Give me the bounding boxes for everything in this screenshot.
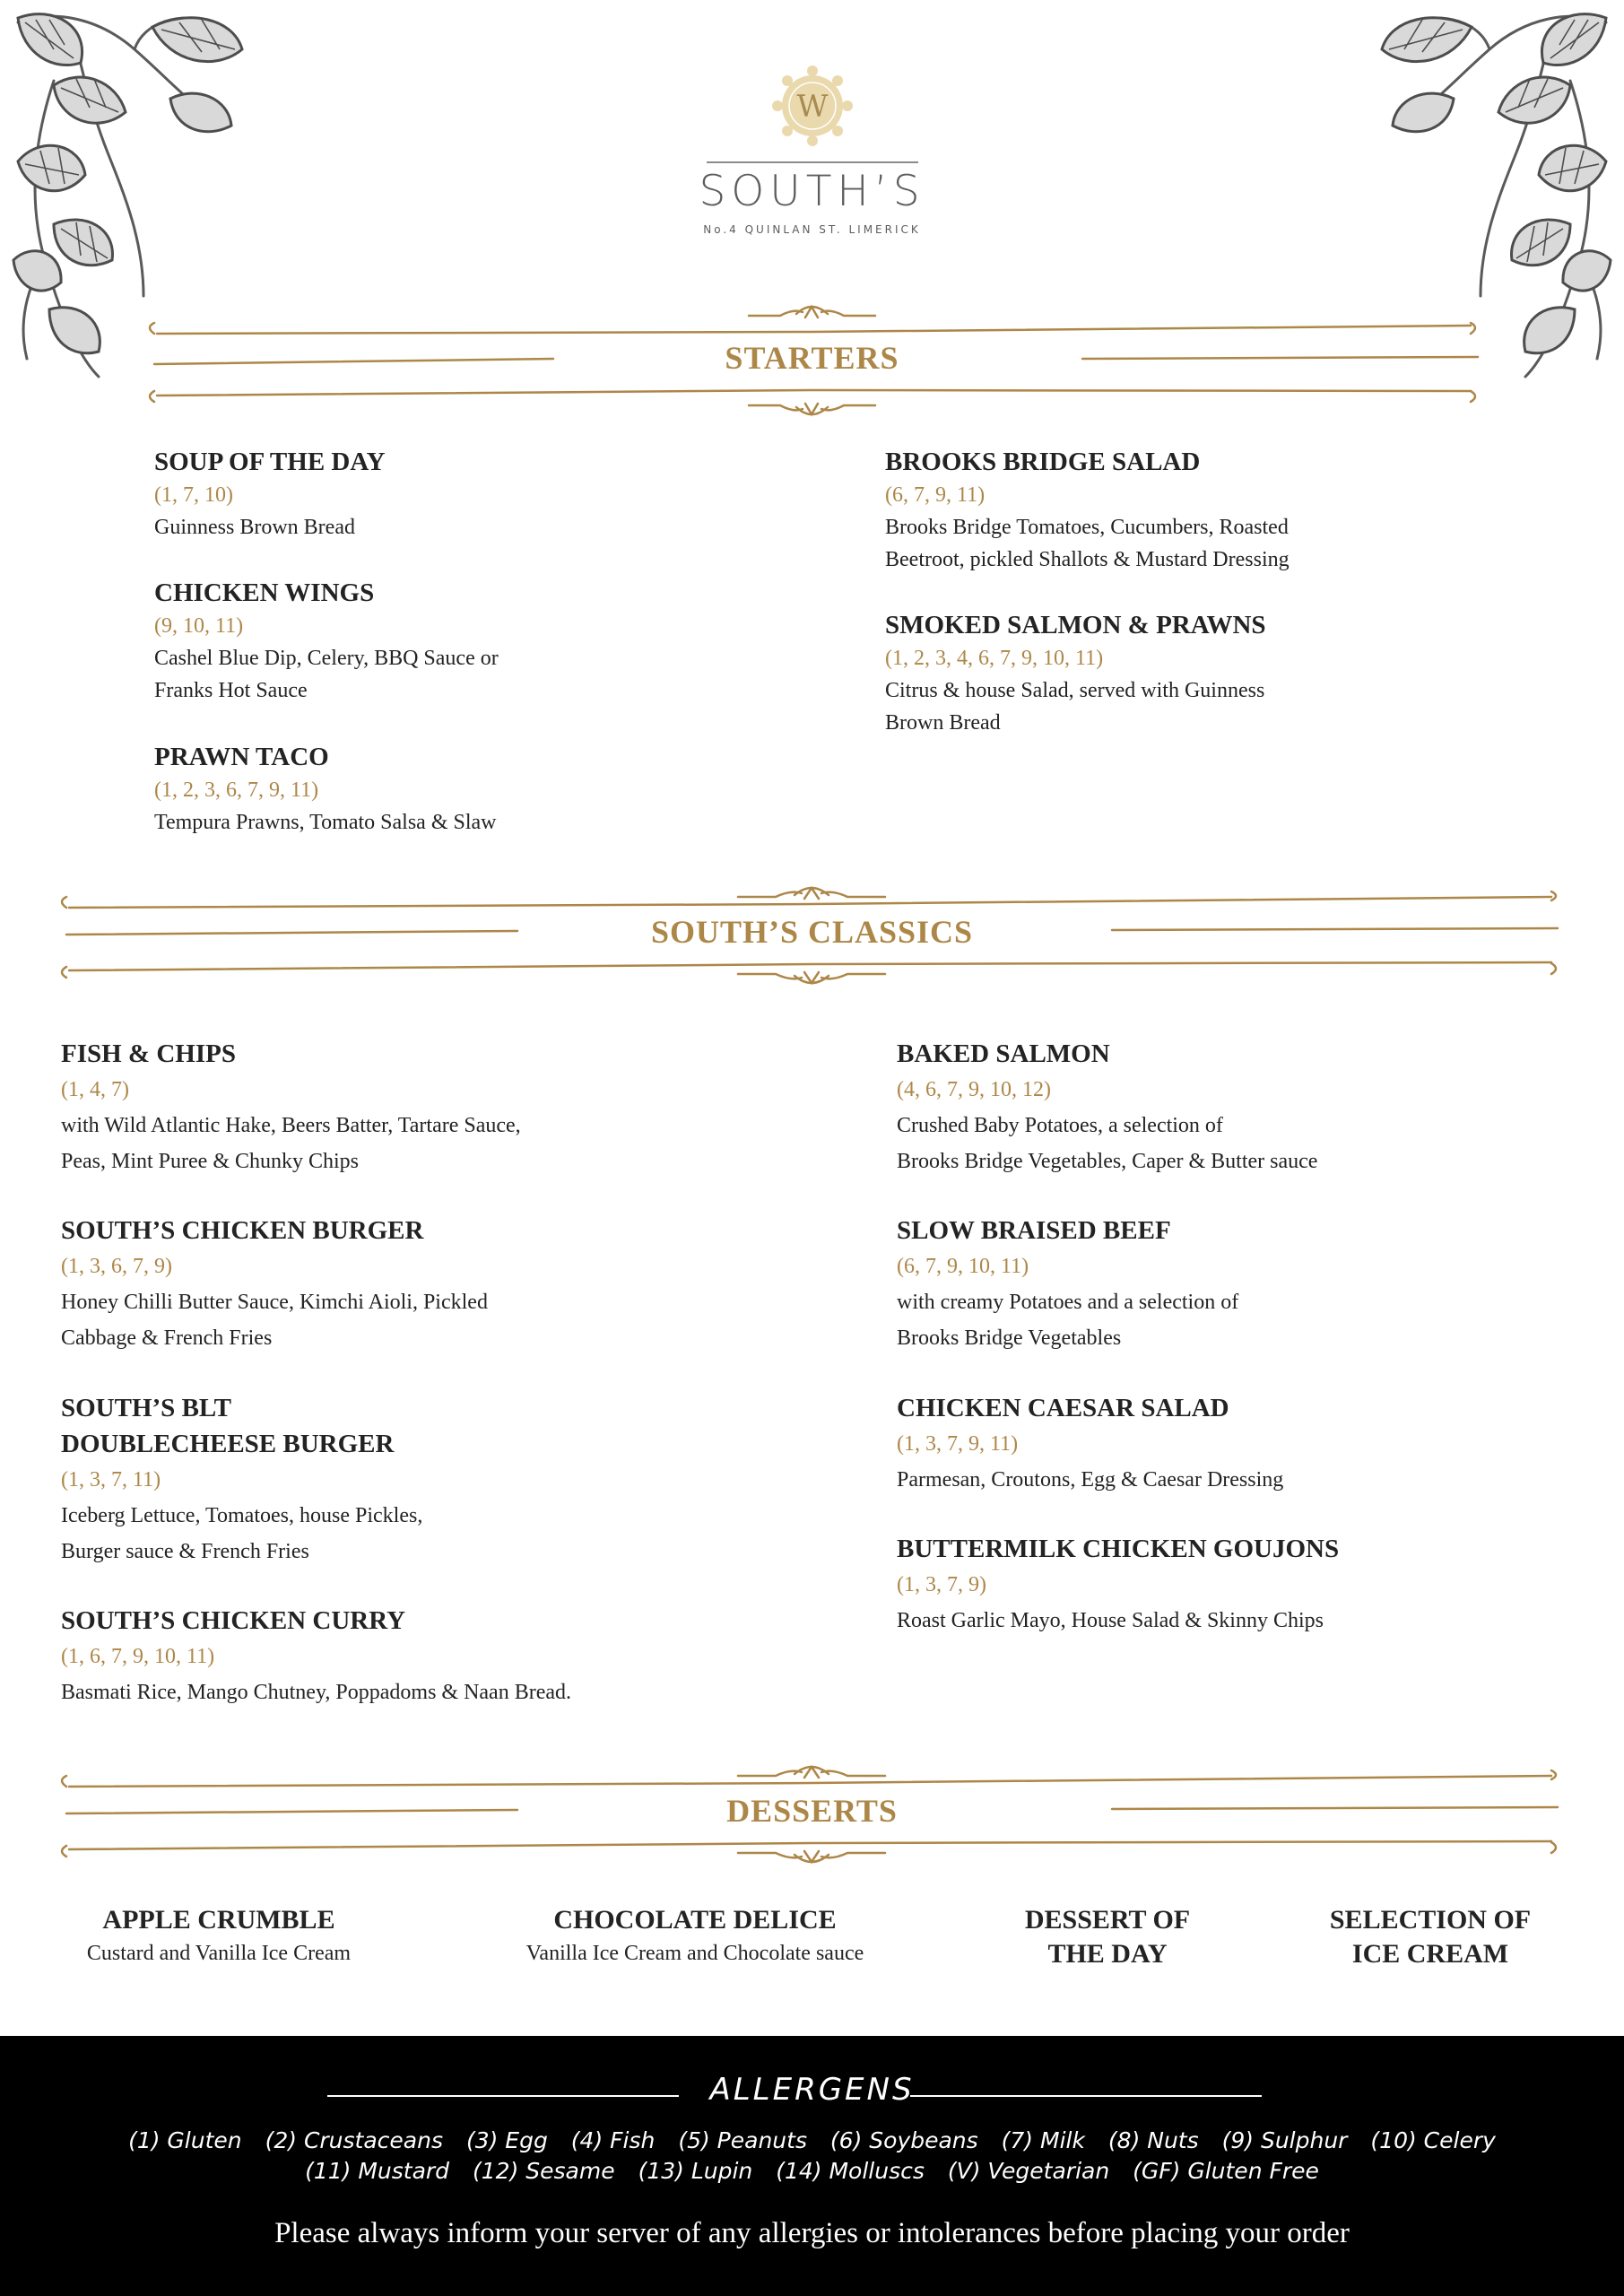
item-description: Brown Bread — [885, 711, 1001, 735]
allergen-list — [54, 2126, 1570, 2187]
menu-item — [885, 445, 1513, 576]
dessert-item — [973, 1903, 1242, 1971]
item-description: Crushed Baby Potatoes, a selection of — [897, 1114, 1223, 1137]
menu-item — [61, 1390, 689, 1570]
allergen-entry: (V) Vegetarian — [947, 2158, 1110, 2184]
menu-item — [61, 1036, 689, 1179]
item-description: Beetroot, pickled Shallots & Mustard Dressing — [885, 548, 1290, 571]
item-name: DOUBLECHEESE BURGER — [61, 1430, 395, 1458]
menu-item — [154, 445, 728, 544]
logo-medallion-icon — [768, 61, 857, 151]
item-allergens: (1, 3, 7, 9, 11) — [897, 1432, 1019, 1456]
dessert-name: ICE CREAM — [1351, 1939, 1509, 1969]
item-allergens: (1, 3, 7, 11) — [61, 1468, 161, 1492]
allergen-entry: (3) Egg — [465, 2127, 548, 2153]
item-allergens: (1, 3, 6, 7, 9) — [61, 1255, 172, 1278]
allergen-entry: (13) Lupin — [638, 2158, 753, 2184]
menu-item — [885, 608, 1513, 739]
logo-rule — [707, 161, 918, 163]
allergy-notice: Please always inform your server of any allergies or intolerances before placing your order — [274, 2217, 1350, 2249]
allergen-entry: (7) Milk — [1001, 2127, 1085, 2153]
item-description: with Wild Atlantic Hake, Beers Batter, Tartare Sauce, — [61, 1114, 521, 1137]
item-name: SOUTH’S CHICKEN CURRY — [61, 1606, 406, 1635]
logo-monogram: W — [796, 89, 828, 125]
menu-item — [897, 1390, 1578, 1498]
dessert-description: Custard and Vanilla Ice Cream — [86, 1942, 352, 1965]
item-name: FISH & CHIPS — [61, 1039, 236, 1068]
allergen-entry: (1) Gluten — [128, 2127, 242, 2153]
item-description: Roast Garlic Mayo, House Salad & Skinny Chips — [897, 1609, 1324, 1632]
dessert-name: THE DAY — [1047, 1939, 1168, 1969]
dessert-item — [39, 1903, 398, 1970]
classics-title: SOUTH’S CLASSICS — [650, 914, 974, 950]
dessert-name: DESSERT OF — [1024, 1905, 1191, 1935]
menu-item — [61, 1213, 689, 1356]
item-name: SOUTH’S CHICKEN BURGER — [61, 1216, 424, 1245]
item-description: Brooks Bridge Tomatoes, Cucumbers, Roasted — [885, 516, 1289, 539]
item-name: PRAWN TACO — [154, 743, 329, 771]
dessert-name: APPLE CRUMBLE — [102, 1905, 335, 1935]
item-description: Burger sauce & French Fries — [61, 1540, 309, 1563]
item-allergens: (1, 4, 7) — [61, 1078, 129, 1101]
allergens-footer — [0, 2036, 1624, 2296]
item-name: BAKED SALMON — [897, 1039, 1110, 1068]
dessert-description: Vanilla Ice Cream and Chocolate sauce — [525, 1942, 864, 1965]
item-name: SMOKED SALMON & PRAWNS — [885, 611, 1266, 639]
logo-name: SOUTH’S — [699, 167, 925, 216]
dessert-name: CHOCOLATE DELICE — [553, 1905, 837, 1935]
allergen-entry: (4) Fish — [570, 2127, 656, 2153]
item-description: Guinness Brown Bread — [154, 516, 355, 539]
allergen-entry: (9) Sulphur — [1221, 2127, 1348, 2153]
item-description: Basmati Rice, Mango Chutney, Poppadoms & Naan Bread. — [61, 1681, 572, 1704]
item-description: Brooks Bridge Vegetables, Caper & Butter sauce — [897, 1150, 1318, 1173]
item-name: CHICKEN WINGS — [154, 578, 375, 607]
item-description: Tempura Prawns, Tomato Salsa & Slaw — [154, 811, 497, 834]
menu-item — [897, 1213, 1578, 1356]
allergen-entry: (6) Soybeans — [829, 2127, 978, 2153]
item-description: Cabbage & French Fries — [61, 1326, 273, 1350]
item-allergens: (4, 6, 7, 9, 10, 12) — [897, 1078, 1051, 1101]
allergen-entry: (11) Mustard — [305, 2158, 450, 2184]
starters-title: STARTERS — [725, 340, 899, 376]
menu-item — [897, 1531, 1578, 1639]
allergen-entry: (2) Crustaceans — [265, 2127, 443, 2153]
dessert-name: SELECTION OF — [1329, 1905, 1532, 1935]
item-allergens: (1, 2, 3, 6, 7, 9, 11) — [154, 778, 319, 802]
desserts-title: DESSERTS — [726, 1793, 898, 1829]
item-description: Cashel Blue Dip, Celery, BBQ Sauce or — [154, 647, 499, 670]
item-allergens: (6, 7, 9, 10, 11) — [897, 1255, 1029, 1278]
item-description: Parmesan, Croutons, Egg & Caesar Dressing — [897, 1468, 1284, 1492]
item-name: SLOW BRAISED BEEF — [897, 1216, 1171, 1245]
dessert-item — [1296, 1903, 1565, 1971]
item-allergens: (6, 7, 9, 11) — [885, 483, 986, 507]
item-allergens: (1, 3, 7, 9) — [897, 1573, 986, 1596]
allergen-entry: (14) Molluscs — [776, 2158, 925, 2184]
allergens-title: ALLERGENS — [709, 2072, 915, 2108]
item-description: Peas, Mint Puree & Chunky Chips — [61, 1150, 360, 1173]
allergen-entry: (5) Peanuts — [678, 2127, 807, 2153]
dessert-item — [471, 1903, 919, 1970]
allergen-entry: (8) Nuts — [1107, 2127, 1199, 2153]
item-name: SOUTH’S BLT — [61, 1394, 231, 1422]
item-allergens: (1, 7, 10) — [154, 483, 233, 507]
item-description: Brooks Bridge Vegetables — [897, 1326, 1122, 1350]
item-allergens: (9, 10, 11) — [154, 614, 244, 638]
logo — [0, 61, 1624, 236]
item-allergens: (1, 2, 3, 4, 6, 7, 9, 10, 11) — [885, 647, 1104, 670]
item-description: Franks Hot Sauce — [154, 679, 308, 702]
item-description: Iceberg Lettuce, Tomatoes, house Pickles, — [61, 1504, 423, 1527]
item-name: SOUP OF THE DAY — [154, 448, 386, 476]
item-name: BUTTERMILK CHICKEN GOUJONS — [897, 1535, 1340, 1563]
item-description: with creamy Potatoes and a selection of — [897, 1291, 1239, 1314]
menu-item — [154, 576, 728, 707]
item-description: Honey Chilli Butter Sauce, Kimchi Aioli, Pickled — [61, 1291, 488, 1314]
item-description: Citrus & house Salad, served with Guinness — [885, 679, 1265, 702]
allergen-entry: (GF) Gluten Free — [1133, 2158, 1319, 2184]
menu-item — [61, 1603, 743, 1710]
menu-item — [154, 740, 728, 839]
allergen-entry: (10) Celery — [1370, 2127, 1496, 2153]
item-allergens: (1, 6, 7, 9, 10, 11) — [61, 1645, 215, 1668]
logo-address: No.4 QUINLAN ST. LIMERICK — [703, 223, 921, 236]
item-name: CHICKEN CAESAR SALAD — [897, 1394, 1229, 1422]
menu-item — [897, 1036, 1578, 1179]
allergen-entry: (12) Sesame — [473, 2158, 615, 2184]
item-name: BROOKS BRIDGE SALAD — [885, 448, 1201, 476]
